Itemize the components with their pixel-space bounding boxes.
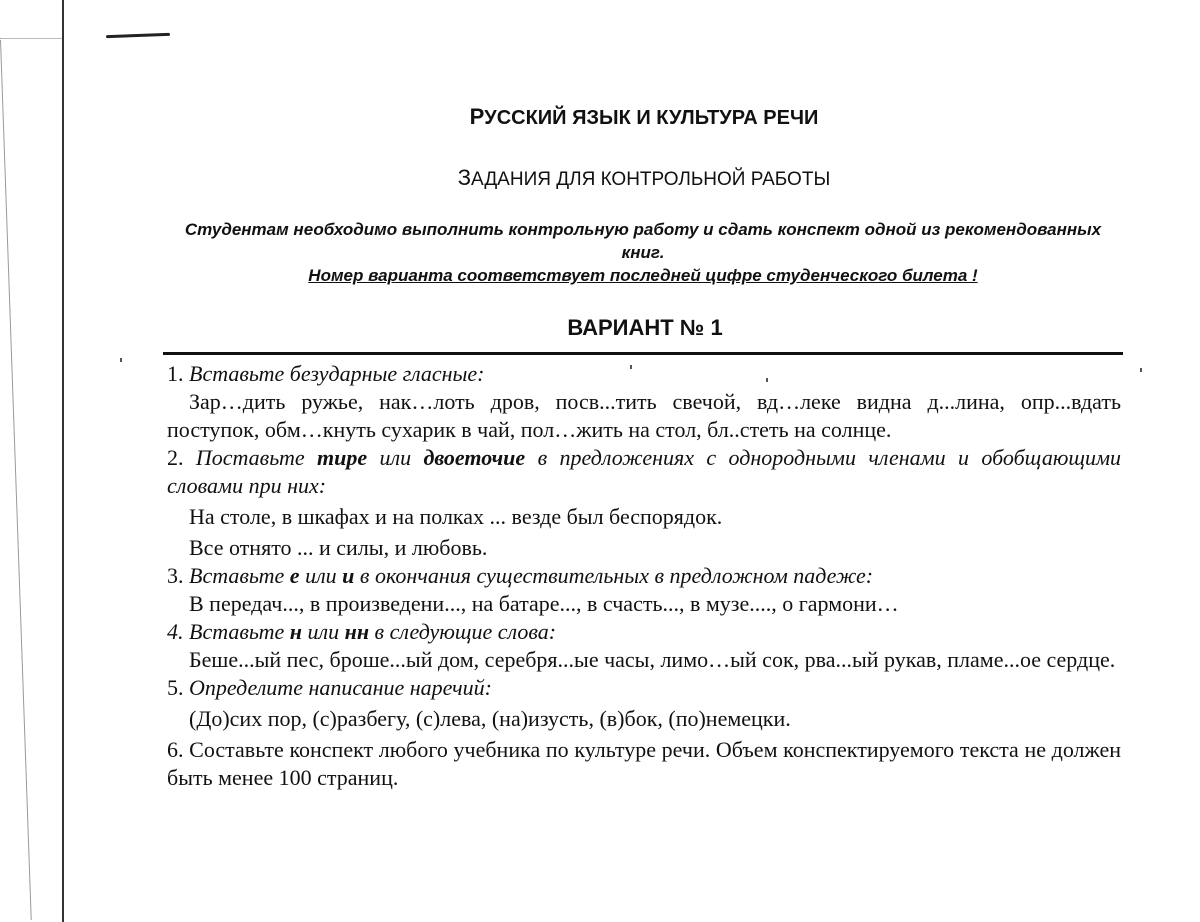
document-subtitle: ЗАДАНИЯ ДЛЯ КОНТРОЛЬНОЙ РАБОТЫ bbox=[457, 165, 831, 190]
keyword: двоеточие bbox=[423, 445, 526, 470]
keyword: е bbox=[289, 563, 300, 588]
task-instruction: Определите написание наречий: bbox=[189, 675, 492, 700]
task-body: (До)сих пор, (с)разбегу, (с)лева, (на)изусть, (в)бок, (по)немецки. bbox=[189, 706, 791, 731]
back-sheet-top-edge bbox=[0, 38, 63, 39]
variant-notice: Номер варианта соответствует последней цифре студенческого билета ! bbox=[308, 266, 978, 285]
task-1 bbox=[167, 360, 1121, 444]
task-instruction: или bbox=[379, 445, 412, 470]
task-number: 5. bbox=[167, 675, 184, 700]
task-instruction: Поставьте bbox=[195, 445, 305, 470]
task-instruction: или bbox=[307, 619, 340, 644]
task-instruction: Вставьте безударные гласные: bbox=[189, 361, 485, 386]
keyword: н bbox=[289, 619, 303, 644]
task-5 bbox=[167, 674, 1121, 733]
task-number: 6. bbox=[167, 737, 184, 762]
task-instruction: в следующие слова: bbox=[374, 619, 557, 644]
page-left-edge bbox=[62, 0, 64, 922]
task-body: В передач..., в произведени..., на батаре..., в счасть..., в музе...., о гармони… bbox=[189, 591, 899, 616]
task-instruction: или bbox=[305, 563, 337, 588]
task-body: Беше...ый пес, броше...ый дом, серебря...ые часы, лимо…ый сок, рва...ый рукав, пламе...ое сердце. bbox=[189, 647, 1116, 672]
keyword: нн bbox=[344, 619, 370, 644]
document-title: РУССКИЙ ЯЗЫК И КУЛЬТУРА РЕЧИ bbox=[469, 104, 819, 129]
task-number: 2. bbox=[167, 445, 184, 470]
variant-heading: ВАРИАНТ № 1 bbox=[567, 315, 723, 340]
heading-rule bbox=[163, 352, 1123, 355]
task-instruction: в предложениях с однородными членами и обобщающими словами при них: bbox=[167, 445, 1121, 498]
task-body: Составьте конспект любого учебника по культуре речи. Объем конспектируемого текста не должен быть менее 100 страниц. bbox=[167, 737, 1121, 790]
scan-speck bbox=[120, 358, 122, 362]
task-instruction: Вставьте bbox=[189, 619, 285, 644]
task-2 bbox=[167, 444, 1121, 562]
tasks-list bbox=[167, 360, 1121, 792]
task-instruction: в окончания существительных в предложном падеже: bbox=[359, 563, 874, 588]
task-body: Зар…дить ружье, нак…лоть дров, посв...тить свечой, вд…леке видна д...лина, опр...вдать поступок, обм…кнуть сухарик в чай, пол…жить на стол, бл..стеть на солнце. bbox=[167, 389, 1121, 442]
task-6 bbox=[167, 736, 1121, 792]
keyword: тире bbox=[316, 445, 368, 470]
task-line: Все отнято ... и силы, и любовь. bbox=[189, 535, 488, 560]
scan-speck bbox=[1140, 368, 1142, 372]
task-line: На столе, в шкафах и на полках ... везде был беспорядок. bbox=[189, 504, 723, 529]
task-number: 1. bbox=[167, 361, 184, 386]
instructions-notice: Студентам необходимо выполнить контрольную работу и сдать конспект одной из рекомендованных книг. bbox=[184, 220, 1102, 262]
task-number: 3. bbox=[167, 563, 184, 588]
keyword: и bbox=[342, 563, 355, 588]
staple-mark bbox=[106, 33, 170, 38]
task-instruction: Вставьте bbox=[189, 563, 285, 588]
task-4 bbox=[167, 618, 1121, 674]
task-number: 4. bbox=[167, 619, 184, 644]
task-3 bbox=[167, 562, 1121, 618]
